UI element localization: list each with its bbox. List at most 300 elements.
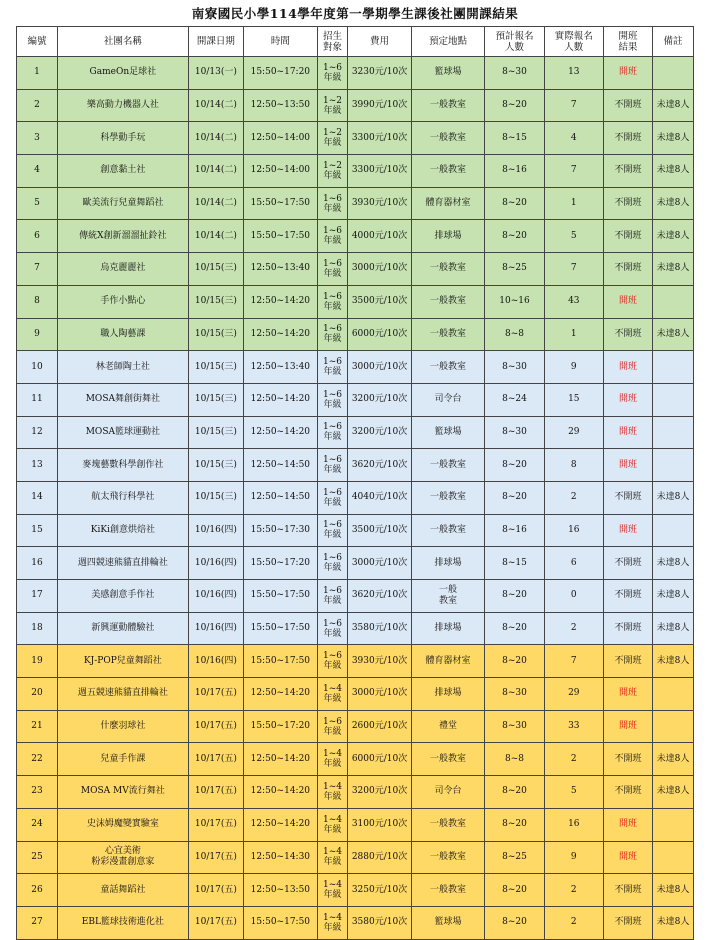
cell-planned: 8~20 <box>485 808 544 841</box>
cell-no: 9 <box>17 318 58 351</box>
cell-result: 不開班 <box>603 776 652 809</box>
cell-grade-line: 1~2 <box>322 160 342 171</box>
header-result-line1: 開班 <box>618 30 638 42</box>
cell-grade <box>317 710 348 743</box>
cell-note: 未達8人 <box>653 906 694 939</box>
cell-planned: 8~20 <box>485 776 544 809</box>
cell-planned: 8~20 <box>485 449 544 482</box>
cell-club-name <box>57 122 188 155</box>
cell-result: 不開班 <box>603 906 652 939</box>
cell-start-date: 10/14(二) <box>188 220 243 253</box>
cell-time: 12:50~14:00 <box>244 122 318 155</box>
cell-start-date: 10/17(五) <box>188 874 243 907</box>
header-planned-line2: 人數 <box>504 41 524 53</box>
header-fee: 費用 <box>348 27 411 57</box>
cell-planned: 8~20 <box>485 874 544 907</box>
cell-grade-line: 1~6 <box>322 487 342 498</box>
cell-actual: 2 <box>544 612 603 645</box>
table-header-row <box>17 27 694 57</box>
cell-place-line: 一般教室 <box>430 361 467 372</box>
cell-club-name <box>57 383 188 416</box>
header-target-line2: 對象 <box>322 41 342 53</box>
header-note: 備註 <box>653 27 694 57</box>
cell-start-date: 10/13(一) <box>188 57 243 90</box>
cell-place-line: 一般教室 <box>430 296 467 307</box>
cell-club-name <box>57 514 188 547</box>
cell-planned: 8~20 <box>485 187 544 220</box>
cell-grade-line: 年級 <box>323 759 342 770</box>
cell-grade-line: 年級 <box>323 857 342 868</box>
cell-grade <box>317 841 348 874</box>
cell-place <box>411 547 485 580</box>
cell-actual: 1 <box>544 318 603 351</box>
cell-result: 不開班 <box>603 318 652 351</box>
cell-place-line: 籃球場 <box>434 67 462 78</box>
header-start-date: 開課日期 <box>188 27 243 57</box>
cell-place <box>411 285 485 318</box>
cell-no: 20 <box>17 678 58 711</box>
table-row <box>17 808 694 841</box>
cell-place <box>411 710 485 743</box>
cell-grade-line: 年級 <box>323 661 342 672</box>
cell-grade-line: 1~6 <box>322 553 342 564</box>
cell-note <box>653 514 694 547</box>
cell-time: 15:50~17:20 <box>244 57 318 90</box>
cell-place <box>411 253 485 286</box>
cell-start-date: 10/15(三) <box>188 416 243 449</box>
cell-place-line: 一般教室 <box>430 524 467 535</box>
cell-no: 7 <box>17 253 58 286</box>
cell-grade-line: 1~6 <box>322 585 342 596</box>
cell-club-name <box>57 416 188 449</box>
cell-grade-line: 年級 <box>323 497 342 508</box>
cell-result: 開班 <box>603 285 652 318</box>
cell-place-line: 司令台 <box>434 394 462 405</box>
cell-grade-line: 年級 <box>323 595 342 606</box>
table-row <box>17 318 694 351</box>
cell-fee: 3500元/10次 <box>348 514 411 547</box>
cell-actual: 9 <box>544 841 603 874</box>
header-target <box>317 27 348 57</box>
cell-club-name <box>57 874 188 907</box>
cell-fee: 3100元/10次 <box>348 808 411 841</box>
cell-place <box>411 808 485 841</box>
cell-grade-line: 1~2 <box>322 95 342 106</box>
cell-fee: 3230元/10次 <box>348 57 411 90</box>
cell-start-date: 10/14(二) <box>188 187 243 220</box>
cell-result: 開班 <box>603 808 652 841</box>
table-row <box>17 220 694 253</box>
cell-grade-line: 1~6 <box>322 226 342 237</box>
cell-note <box>653 416 694 449</box>
cell-place <box>411 645 485 678</box>
cell-actual: 4 <box>544 122 603 155</box>
cell-planned: 8~20 <box>485 580 544 613</box>
cell-time: 12:50~14:20 <box>244 416 318 449</box>
cell-fee: 6000元/10次 <box>348 743 411 776</box>
cell-grade-line: 年級 <box>323 628 342 639</box>
header-place: 預定地點 <box>411 27 485 57</box>
cell-club-name-line: EBL籃球技術進化社 <box>81 917 164 928</box>
cell-grade-line: 1~6 <box>322 651 342 662</box>
cell-time: 15:50~17:50 <box>244 187 318 220</box>
cell-start-date: 10/14(二) <box>188 122 243 155</box>
cell-grade <box>317 645 348 678</box>
cell-result: 不開班 <box>603 580 652 613</box>
cell-grade <box>317 351 348 384</box>
table-row <box>17 122 694 155</box>
cell-club-name <box>57 776 188 809</box>
document-title: 南寮國民小學114學年度第一學期學生課後社團開課結果 <box>191 6 519 21</box>
cell-fee: 6000元/10次 <box>348 318 411 351</box>
cell-no: 13 <box>17 449 58 482</box>
cell-place-line: 一般教室 <box>430 753 467 764</box>
table-row <box>17 383 694 416</box>
header-time: 時間 <box>244 27 318 57</box>
cell-time: 15:50~17:30 <box>244 514 318 547</box>
cell-place <box>411 155 485 188</box>
cell-grade-line: 1~6 <box>322 291 342 302</box>
cell-club-name <box>57 155 188 188</box>
cell-grade-line: 年級 <box>323 301 342 312</box>
cell-grade <box>317 481 348 514</box>
table-row <box>17 710 694 743</box>
cell-place <box>411 906 485 939</box>
cell-grade-line: 1~4 <box>322 912 342 923</box>
cell-result: 不開班 <box>603 187 652 220</box>
cell-fee: 3620元/10次 <box>348 449 411 482</box>
header-planned <box>485 27 544 57</box>
cell-note: 未達8人 <box>653 481 694 514</box>
header-club-name: 社團名稱 <box>57 27 188 57</box>
cell-club-name-line: MOSA籃球運動社 <box>85 426 160 437</box>
table-row <box>17 645 694 678</box>
cell-place <box>411 57 485 90</box>
cell-note: 未達8人 <box>653 612 694 645</box>
cell-fee: 3000元/10次 <box>348 351 411 384</box>
cell-place-line: 排球場 <box>434 623 462 634</box>
cell-time: 12:50~14:50 <box>244 481 318 514</box>
cell-grade-line: 年級 <box>323 432 342 443</box>
cell-actual: 2 <box>544 481 603 514</box>
cell-club-name-line: KJ-POP兒童舞蹈社 <box>83 655 162 666</box>
cell-start-date: 10/17(五) <box>188 710 243 743</box>
cell-actual: 5 <box>544 776 603 809</box>
cell-place <box>411 351 485 384</box>
cell-note <box>653 383 694 416</box>
cell-no: 19 <box>17 645 58 678</box>
cell-place <box>411 874 485 907</box>
cell-place <box>411 416 485 449</box>
cell-grade-line: 年級 <box>323 726 342 737</box>
cell-fee: 3990元/10次 <box>348 89 411 122</box>
cell-no: 15 <box>17 514 58 547</box>
cell-club-name <box>57 253 188 286</box>
header-actual-line2: 人數 <box>564 41 584 53</box>
cell-grade <box>317 612 348 645</box>
cell-note: 未達8人 <box>653 547 694 580</box>
cell-note <box>653 710 694 743</box>
table-row <box>17 449 694 482</box>
cell-grade-line: 1~4 <box>322 781 342 792</box>
cell-grade <box>317 416 348 449</box>
cell-grade-line: 1~6 <box>322 422 342 433</box>
cell-result: 開班 <box>603 416 652 449</box>
cell-actual: 15 <box>544 383 603 416</box>
cell-actual: 7 <box>544 89 603 122</box>
cell-no: 1 <box>17 57 58 90</box>
cell-club-name-line: 童話舞蹈社 <box>100 884 146 895</box>
cell-club-name <box>57 906 188 939</box>
cell-place-line: 一般教室 <box>430 884 467 895</box>
table-row <box>17 89 694 122</box>
cell-planned: 8~25 <box>485 253 544 286</box>
cell-place-line: 體育器材室 <box>425 655 471 666</box>
cell-note <box>653 678 694 711</box>
cell-grade-line: 年級 <box>323 922 342 933</box>
cell-planned: 8~20 <box>485 481 544 514</box>
cell-result: 開班 <box>603 57 652 90</box>
cell-planned: 8~20 <box>485 89 544 122</box>
cell-note: 未達8人 <box>653 776 694 809</box>
cell-time: 12:50~14:20 <box>244 383 318 416</box>
cell-start-date: 10/16(四) <box>188 514 243 547</box>
table-row <box>17 580 694 613</box>
cell-start-date: 10/15(三) <box>188 285 243 318</box>
cell-grade-line: 1~6 <box>322 62 342 73</box>
cell-start-date: 10/17(五) <box>188 906 243 939</box>
cell-place-line: 排球場 <box>434 557 462 568</box>
cell-planned: 8~30 <box>485 678 544 711</box>
table-row <box>17 743 694 776</box>
cell-result: 不開班 <box>603 612 652 645</box>
cell-place-line: 體育器材室 <box>425 198 471 209</box>
cell-place-line: 司令台 <box>434 786 462 797</box>
cell-planned: 8~15 <box>485 122 544 155</box>
cell-grade <box>317 678 348 711</box>
cell-grade-line: 年級 <box>323 824 342 835</box>
cell-place <box>411 89 485 122</box>
table-row <box>17 481 694 514</box>
cell-no: 10 <box>17 351 58 384</box>
cell-fee: 4000元/10次 <box>348 220 411 253</box>
header-target-line1: 招生 <box>322 30 342 42</box>
cell-actual: 2 <box>544 906 603 939</box>
cell-club-name-line: 樂高動力機器人社 <box>86 100 159 111</box>
cell-place <box>411 514 485 547</box>
cell-club-name-line: MOSA MV流行舞社 <box>80 786 165 797</box>
cell-actual: 1 <box>544 187 603 220</box>
cell-planned: 8~16 <box>485 155 544 188</box>
cell-no: 16 <box>17 547 58 580</box>
cell-time: 12:50~14:50 <box>244 449 318 482</box>
cell-grade <box>317 187 348 220</box>
cell-place <box>411 449 485 482</box>
cell-club-name-line: 史沫姆魔變實驗室 <box>86 819 159 830</box>
cell-club-name <box>57 612 188 645</box>
cell-time: 15:50~17:50 <box>244 906 318 939</box>
cell-actual: 2 <box>544 874 603 907</box>
cell-result: 不開班 <box>603 220 652 253</box>
cell-time: 12:50~14:20 <box>244 776 318 809</box>
cell-grade-line: 1~6 <box>322 193 342 204</box>
cell-time: 12:50~14:20 <box>244 808 318 841</box>
cell-grade <box>317 776 348 809</box>
cell-place-line: 一般教室 <box>430 165 467 176</box>
cell-fee: 3500元/10次 <box>348 285 411 318</box>
cell-fee: 3930元/10次 <box>348 187 411 220</box>
cell-club-name <box>57 808 188 841</box>
cell-no: 18 <box>17 612 58 645</box>
cell-club-name <box>57 285 188 318</box>
cell-no: 4 <box>17 155 58 188</box>
cell-no: 26 <box>17 874 58 907</box>
cell-fee: 4040元/10次 <box>348 481 411 514</box>
cell-actual: 29 <box>544 416 603 449</box>
cell-no: 25 <box>17 841 58 874</box>
cell-club-name-line: 烏克麗麗社 <box>100 263 146 274</box>
cell-grade <box>317 743 348 776</box>
cell-no: 3 <box>17 122 58 155</box>
cell-planned: 8~24 <box>485 383 544 416</box>
cell-actual: 13 <box>544 57 603 90</box>
cell-time: 15:50~17:50 <box>244 645 318 678</box>
cell-grade <box>317 253 348 286</box>
cell-club-name <box>57 743 188 776</box>
cell-grade-line: 年級 <box>323 791 342 802</box>
cell-grade-line: 1~4 <box>322 880 342 891</box>
table-row <box>17 351 694 384</box>
cell-start-date: 10/14(二) <box>188 155 243 188</box>
cell-note: 未達8人 <box>653 253 694 286</box>
cell-club-name <box>57 57 188 90</box>
cell-result: 不開班 <box>603 253 652 286</box>
cell-note: 未達8人 <box>653 155 694 188</box>
cell-place <box>411 841 485 874</box>
club-results-table <box>16 26 694 940</box>
cell-club-name-line: 職人陶藝課 <box>100 328 146 339</box>
cell-grade-line: 1~4 <box>322 749 342 760</box>
cell-grade-line: 年級 <box>323 465 342 476</box>
cell-club-name-line: 新興運動體驗社 <box>91 623 155 634</box>
cell-club-name <box>57 89 188 122</box>
cell-club-name-line: 創意黏土社 <box>100 165 146 176</box>
cell-note: 未達8人 <box>653 743 694 776</box>
cell-grade-line: 年級 <box>323 170 342 181</box>
cell-place-line: 一般教室 <box>430 819 467 830</box>
cell-fee: 3580元/10次 <box>348 612 411 645</box>
cell-grade-line: 年級 <box>323 530 342 541</box>
cell-fee: 3200元/10次 <box>348 776 411 809</box>
cell-grade-line: 年級 <box>323 399 342 410</box>
table-row <box>17 547 694 580</box>
cell-place <box>411 220 485 253</box>
cell-planned: 8~8 <box>485 318 544 351</box>
table-row <box>17 514 694 547</box>
cell-club-name <box>57 449 188 482</box>
cell-result: 開班 <box>603 841 652 874</box>
cell-result: 不開班 <box>603 874 652 907</box>
cell-fee: 3250元/10次 <box>348 874 411 907</box>
cell-grade-line: 年級 <box>323 105 342 116</box>
table-row <box>17 874 694 907</box>
cell-note <box>653 57 694 90</box>
cell-grade-line: 年級 <box>323 563 342 574</box>
cell-no: 12 <box>17 416 58 449</box>
cell-no: 5 <box>17 187 58 220</box>
cell-grade-line: 1~2 <box>322 128 342 139</box>
cell-place-line: 一般教室 <box>430 328 467 339</box>
cell-planned: 8~25 <box>485 841 544 874</box>
cell-note <box>653 808 694 841</box>
cell-start-date: 10/17(五) <box>188 743 243 776</box>
cell-planned: 8~15 <box>485 547 544 580</box>
cell-place-line: 一般教室 <box>430 492 467 503</box>
table-row <box>17 906 694 939</box>
cell-grade-line: 年級 <box>323 203 342 214</box>
cell-start-date: 10/17(五) <box>188 678 243 711</box>
cell-note: 未達8人 <box>653 874 694 907</box>
cell-club-name-line: 航太飛行科學社 <box>91 492 155 503</box>
cell-time: 12:50~14:30 <box>244 841 318 874</box>
cell-time: 12:50~13:40 <box>244 351 318 384</box>
cell-grade <box>317 874 348 907</box>
cell-actual: 9 <box>544 351 603 384</box>
cell-note <box>653 351 694 384</box>
cell-place <box>411 318 485 351</box>
cell-time: 12:50~14:20 <box>244 285 318 318</box>
cell-actual: 16 <box>544 514 603 547</box>
cell-actual: 7 <box>544 645 603 678</box>
cell-fee: 3000元/10次 <box>348 678 411 711</box>
header-actual <box>544 27 603 57</box>
cell-fee: 3300元/10次 <box>348 155 411 188</box>
cell-note: 未達8人 <box>653 580 694 613</box>
header-planned-line1: 預計報名 <box>495 30 534 42</box>
cell-start-date: 10/15(三) <box>188 253 243 286</box>
cell-grade <box>317 57 348 90</box>
cell-planned: 8~30 <box>485 416 544 449</box>
cell-time: 12:50~13:40 <box>244 253 318 286</box>
cell-grade-line: 年級 <box>323 138 342 149</box>
cell-club-name-line: 麥塊藝數科學創作社 <box>82 459 164 470</box>
cell-place <box>411 743 485 776</box>
cell-fee: 3300元/10次 <box>348 122 411 155</box>
cell-grade-line: 1~6 <box>322 520 342 531</box>
cell-grade-line: 1~6 <box>322 357 342 368</box>
cell-club-name-line: 手作小點心 <box>100 296 146 307</box>
cell-note: 未達8人 <box>653 187 694 220</box>
cell-time: 15:50~17:50 <box>244 612 318 645</box>
table-row <box>17 57 694 90</box>
cell-result: 開班 <box>603 514 652 547</box>
cell-start-date: 10/15(三) <box>188 481 243 514</box>
cell-result: 開班 <box>603 383 652 416</box>
cell-grade <box>317 155 348 188</box>
table-body <box>17 57 694 940</box>
cell-grade-line: 年級 <box>323 236 342 247</box>
cell-club-name-line: 林老師陶土社 <box>95 361 150 372</box>
cell-start-date: 10/15(三) <box>188 318 243 351</box>
cell-grade-line: 1~6 <box>322 258 342 269</box>
table-row <box>17 285 694 318</box>
cell-grade-line: 1~6 <box>322 324 342 335</box>
cell-no: 22 <box>17 743 58 776</box>
cell-place <box>411 383 485 416</box>
cell-no: 23 <box>17 776 58 809</box>
cell-actual: 8 <box>544 449 603 482</box>
cell-club-name-line: 兒童手作課 <box>100 753 146 764</box>
